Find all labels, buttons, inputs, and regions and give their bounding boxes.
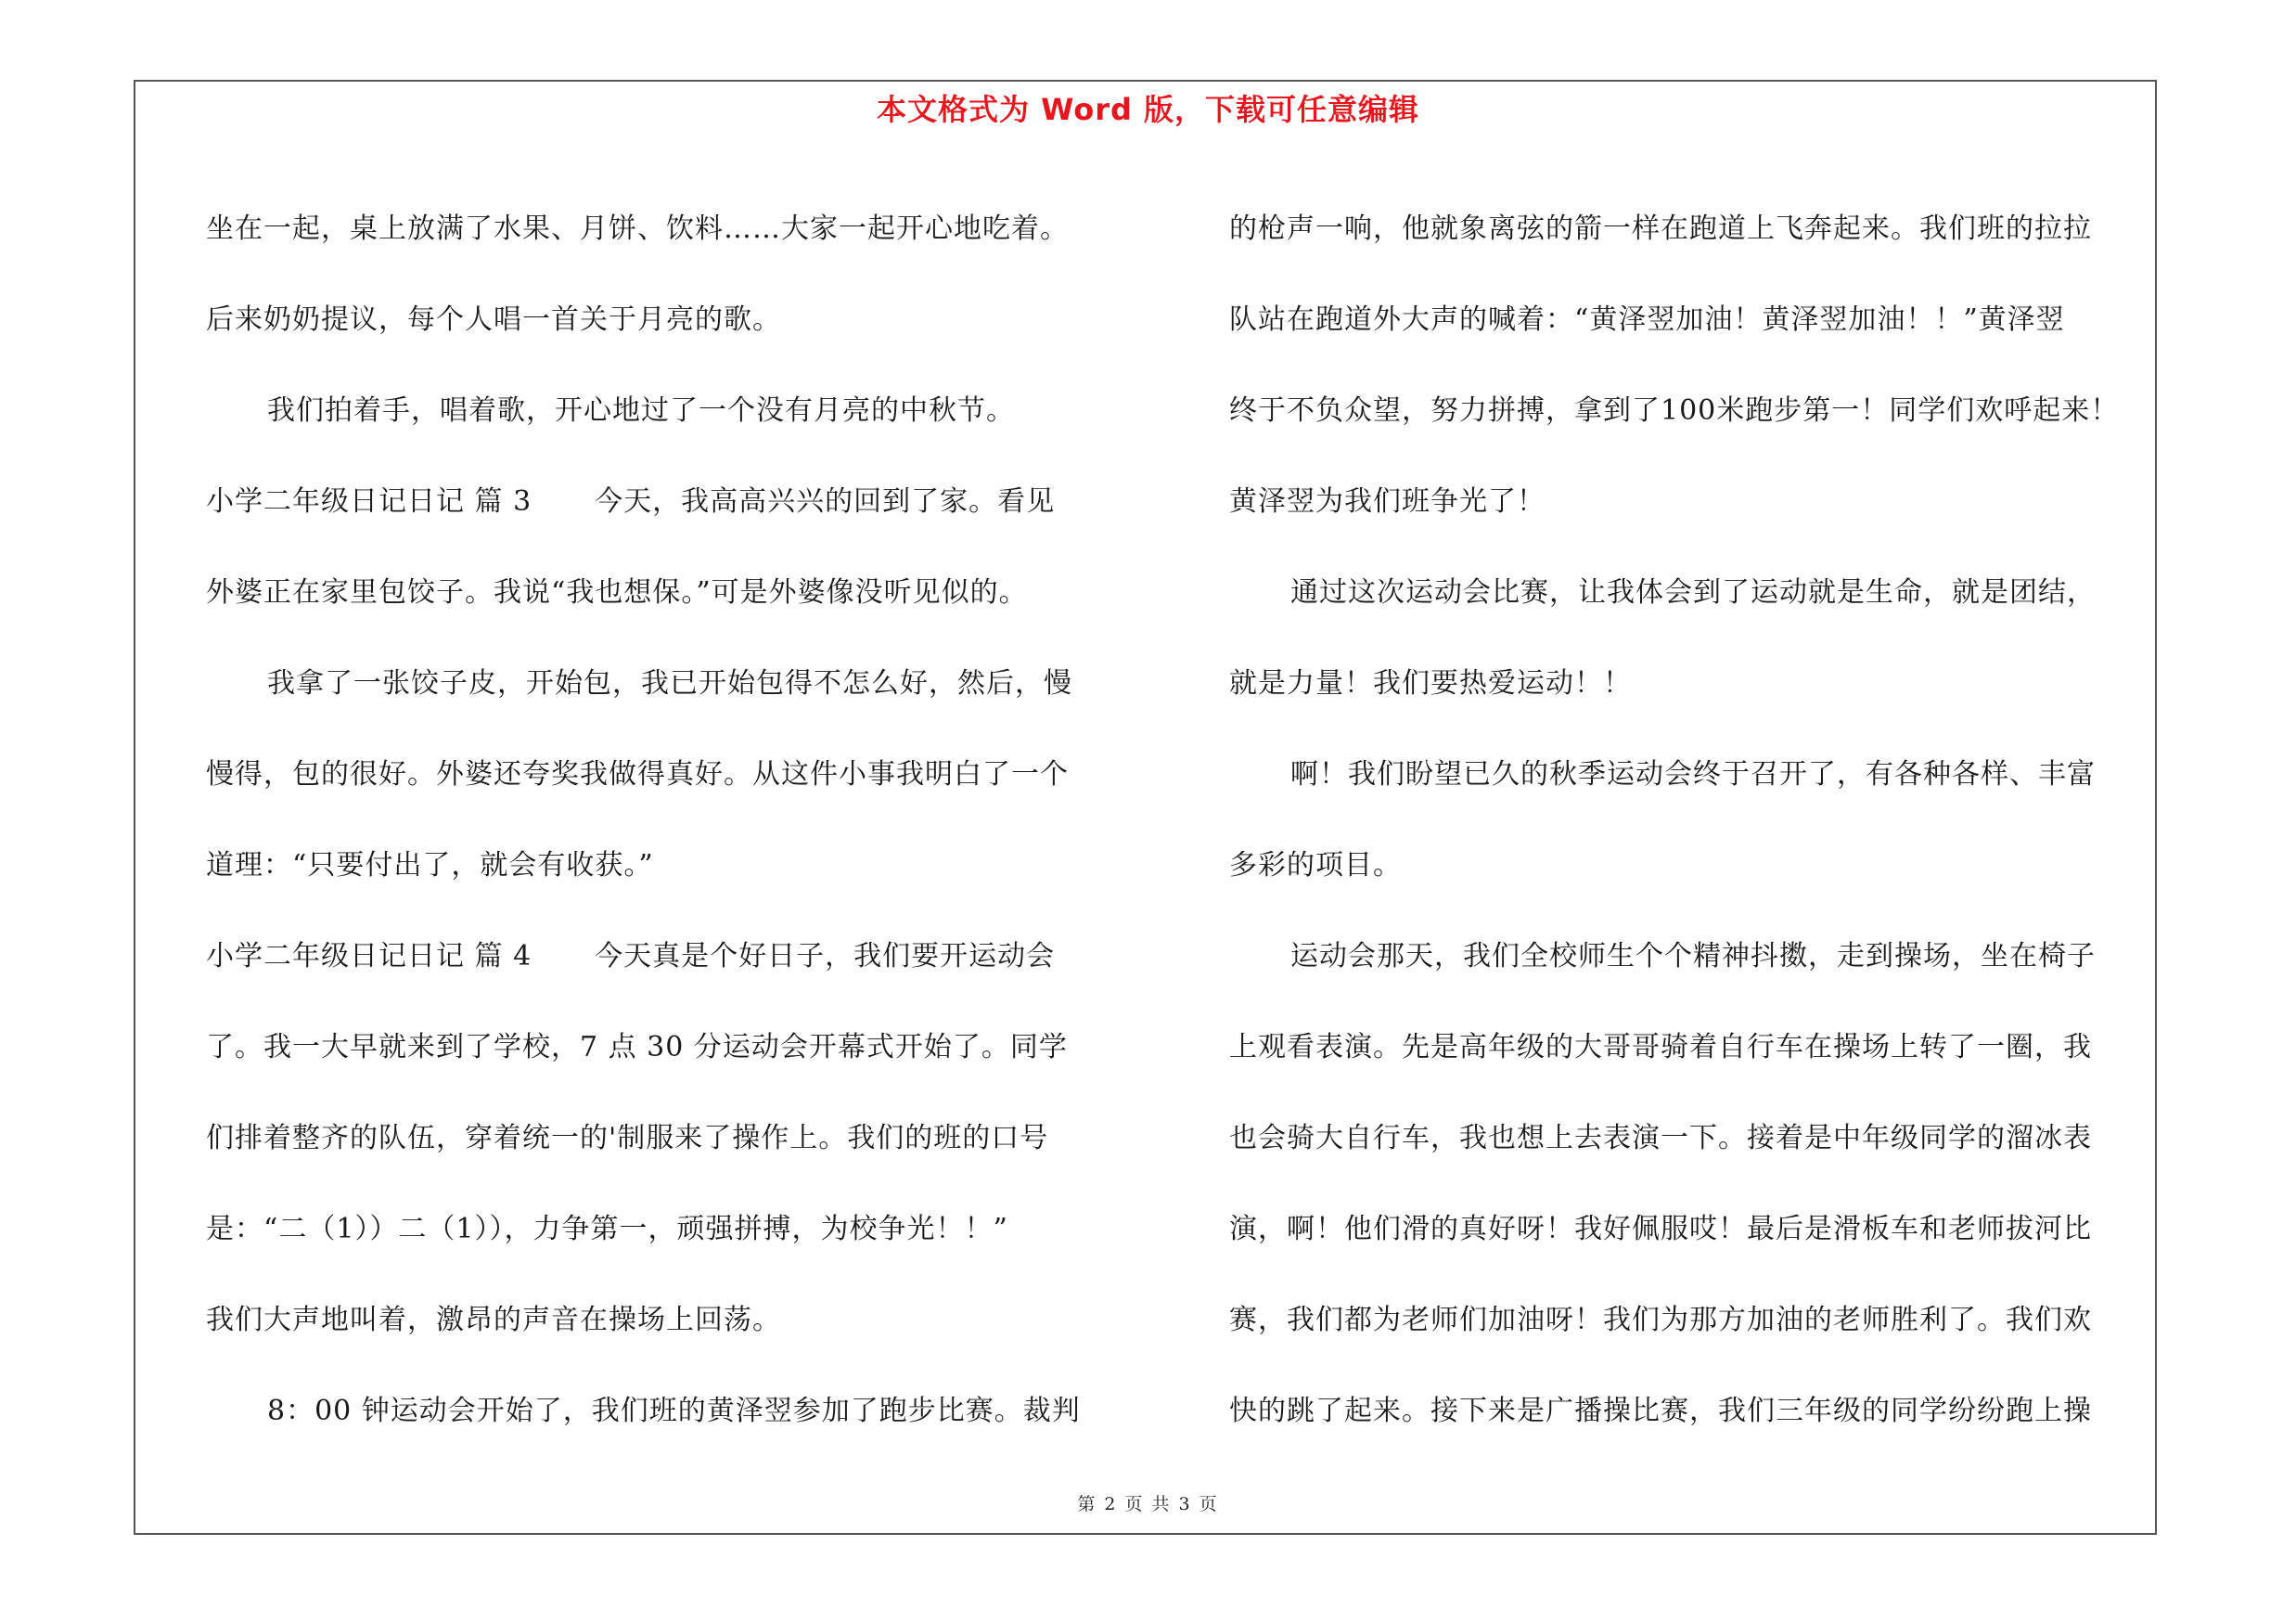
text-line: 外婆正在家里包饺子。我说“我也想保。”可是外婆像没听见似的。 — [206, 576, 1028, 609]
right-text-column — [1229, 184, 2166, 1457]
page-number-footer: 第 2 页 共 3 页 — [1077, 1494, 1219, 1514]
text-line: 多彩的项目。 — [1229, 849, 1402, 882]
paragraph-line: 啊！我们盼望已久的秋季运动会终于召开了，有各种各样、丰富 — [1290, 758, 2096, 791]
text-line: 今天，我高高兴兴的回到了家。看见 — [595, 485, 1056, 518]
text-line: 是：“二（1））二（1）），力争第一，顽强拼搏，为校争光！！” — [206, 1213, 1008, 1245]
paragraph-line: 我们拍着手，唱着歌，开心地过了一个没有月亮的中秋节。 — [267, 394, 1015, 427]
left-text-column — [206, 184, 1152, 1457]
text-line: 坐在一起，桌上放满了水果、月饼、饮料……大家一起开心地吃着。 — [206, 213, 1069, 245]
section-heading-line — [206, 911, 1152, 1002]
text-line: 终于不负众望，努力拼搏，拿到了100米跑步第一！同学们欢呼起来！ — [1229, 394, 2120, 427]
text-line: 上观看表演。先是高年级的大哥哥骑着自行车在操场上转了一圈，我 — [1229, 1031, 2092, 1063]
section-heading: 小学二年级日记日记 篇 3 — [206, 485, 532, 518]
text-line: 了。我一大早就来到了学校，7 点 30 分运动会开幕式开始了。同学 — [206, 1031, 1068, 1063]
text-line: 赛，我们都为老师们加油呀！我们为那方加油的老师胜利了。我们欢 — [1229, 1304, 2092, 1336]
paragraph-line: 我拿了一张饺子皮，开始包，我已开始包得不怎么好，然后，慢 — [267, 667, 1072, 700]
text-line: 今天真是个好日子，我们要开运动会 — [595, 940, 1056, 973]
text-line: 快的跳了起来。接下来是广播操比赛，我们三年级的同学纷纷跑上操 — [1229, 1395, 2092, 1427]
section-heading: 小学二年级日记日记 篇 4 — [206, 940, 532, 973]
text-line: 黄泽翌为我们班争光了！ — [1229, 485, 1546, 518]
text-line: 后来奶奶提议，每个人唱一首关于月亮的歌。 — [206, 303, 781, 336]
text-line: 们排着整齐的队伍，穿着统一的'制服来了操作上。我们的班的口号 — [206, 1122, 1049, 1154]
text-line: 慢得，包的很好。外婆还夸奖我做得真好。从这件小事我明白了一个 — [206, 758, 1069, 791]
document-header-notice: 本文格式为 Word 版，下载可任意编辑 — [876, 92, 1420, 127]
text-line: 的枪声一响，他就象离弦的箭一样在跑道上飞奔起来。我们班的拉拉 — [1229, 213, 2092, 245]
text-line: 演，啊！他们滑的真好呀！我好佩服哎！最后是滑板车和老师拔河比 — [1229, 1213, 2092, 1245]
text-line: 道理：“只要付出了，就会有收获。” — [206, 849, 654, 882]
paragraph-line: 8：00 钟运动会开始了，我们班的黄泽翌参加了跑步比赛。裁判 — [267, 1395, 1081, 1427]
text-line: 我们大声地叫着，激昂的声音在操场上回荡。 — [206, 1304, 781, 1336]
paragraph-line: 运动会那天，我们全校师生个个精神抖擞，走到操场，坐在椅子 — [1290, 940, 2096, 973]
paragraph-line: 通过这次运动会比赛，让我体会到了运动就是生命，就是团结， — [1290, 576, 2096, 609]
text-line: 队站在跑道外大声的喊着：“黄泽翌加油！黄泽翌加油！！”黄泽翌 — [1229, 303, 2065, 336]
text-line: 就是力量！我们要热爱运动！！ — [1229, 667, 1632, 700]
section-heading-line — [206, 457, 1152, 547]
text-line: 也会骑大自行车，我也想上去表演一下。接着是中年级同学的溜冰表 — [1229, 1122, 2092, 1154]
